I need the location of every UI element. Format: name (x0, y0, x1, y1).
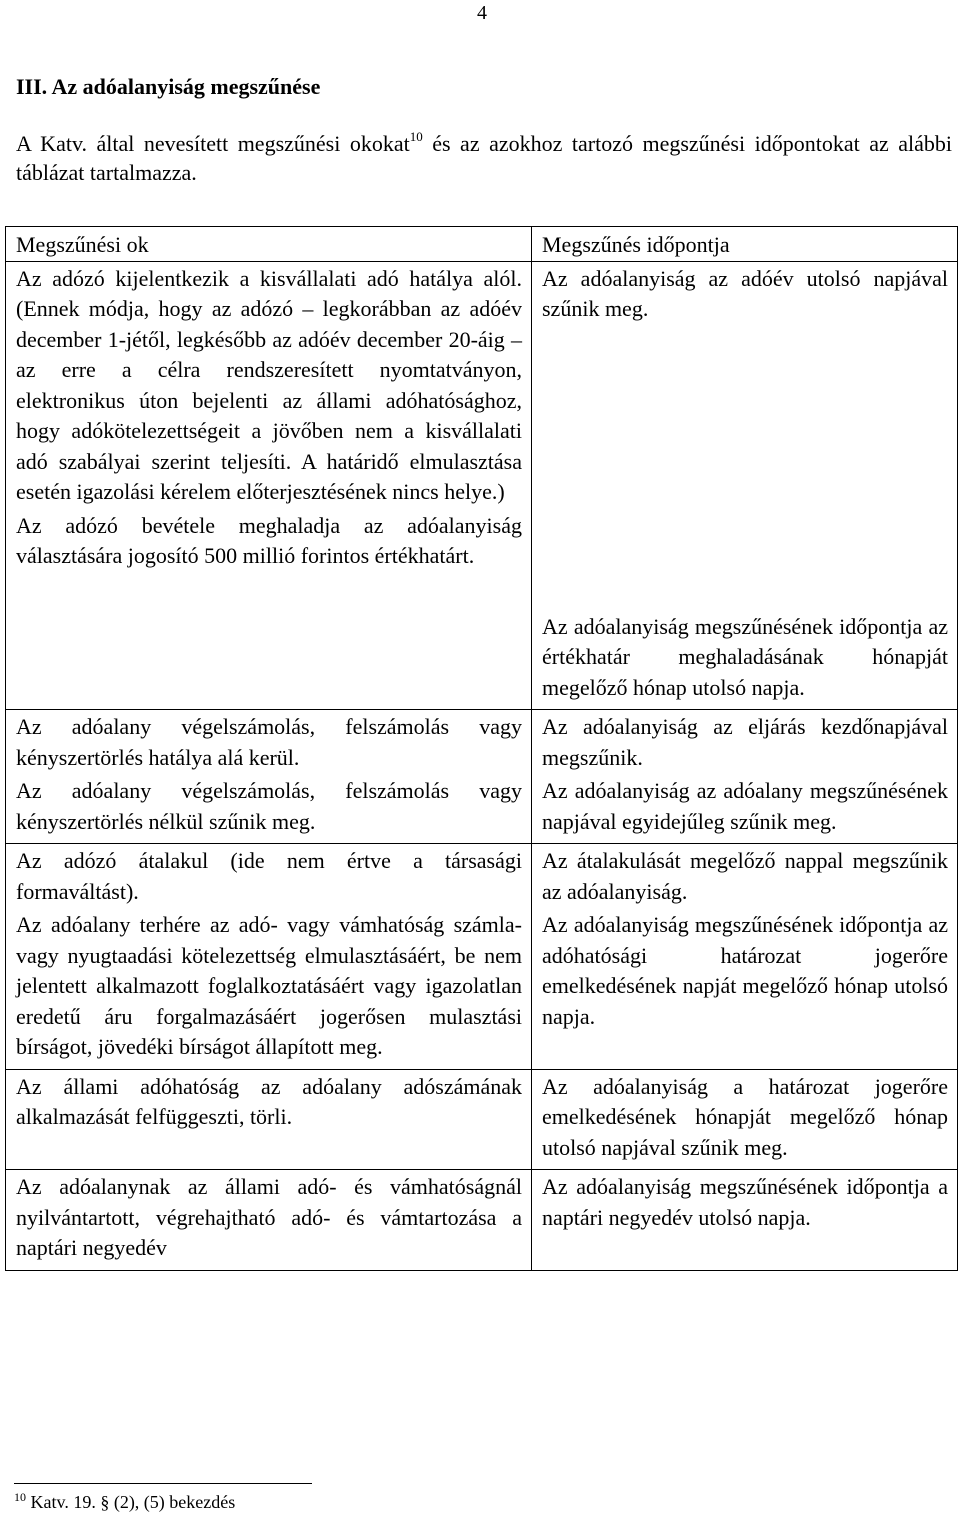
cause-text: Az adózó átalakul (ide nem értve a társasági formaváltást). (16, 848, 522, 904)
intro-text-before: A Katv. által nevesített megszűnési okokat (16, 131, 410, 156)
cause-text: Az állami adóhatóság az adóalany adószámának alkalmazását felfüggeszti, törli. (16, 1073, 522, 1129)
table-row (6, 1170, 958, 1271)
footnote-reference: 10 (409, 129, 423, 144)
cause-cell (6, 710, 532, 844)
termination-table (5, 226, 958, 1271)
cause-text: Az adóalanynak az állami adó- és vámhatóságnál nyilvántartott, végrehajtható adó- és vámtartozása a naptári negyedév (16, 1174, 522, 1260)
date-cell (532, 710, 958, 844)
section-title: III. Az adóalanyiság megszűnése (16, 74, 321, 99)
date-text: Az adóalanyiság megszűnésének időpontja a naptári negyedév utolsó napja. (542, 1174, 948, 1230)
footnote-number: 10 (14, 1490, 26, 1504)
page-number: 4 (477, 2, 487, 24)
date-text: Az átalakulását megelőző nappal megszűnik az adóalanyiság. (542, 848, 948, 904)
cause-text: Az adóalany végelszámolás, felszámolás vagy kényszertörlés nélkül szűnik meg. (16, 778, 522, 834)
cause-text: Az adózó bevétele meghaladja az adóalanyiság választására jogosító 500 millió forintos értékhatárt. (16, 512, 522, 568)
table-row (6, 710, 958, 844)
cause-text: Az adóalany terhére az adó- vagy vámhatóság számla- vagy nyugtaadási kötelezettség elmulasztásáért, be nem jelentett alkalmazott foglalkoztatásáért vagy igazolatlan eredetű áru forgalmazásáért jogerősen mulasztási bírságot, jövedéki bírságot állapított meg. (16, 912, 522, 1059)
table-row (6, 261, 958, 710)
date-cell (532, 844, 958, 1070)
intro-text-after: és az azokhoz tartozó megszűnési időpontokat az alábbi táblázat tartalmazza. (16, 131, 952, 185)
date-text: Az adóalanyiság megszűnésének időpontja az értékhatár meghaladásának hónapját megelőző hónap utolsó napja. (542, 613, 948, 700)
cause-cell (6, 261, 532, 710)
table-row (6, 844, 958, 1070)
table-row (6, 1069, 958, 1170)
date-cell (532, 1170, 958, 1271)
cause-cell (6, 1170, 532, 1271)
footnote-separator (14, 1483, 312, 1484)
date-text: Az adóalanyiság megszűnésének időpontja az adóhatósági határozat jogerőre emelkedésének napját megelőző hónap utolsó napja. (542, 912, 948, 1029)
date-cell (532, 1069, 958, 1170)
cause-cell (6, 844, 532, 1070)
cause-text: Az adózó kijelentkezik a kisvállalati adó hatálya alól. (Ennek módja, hogy az adózó – legkorábban az adóév december 1-jétől, legkésőbb az adóév december 20-áig – az erre a célra rendszeresített nyomtatványon, elektronikus úton bejelenti az állami adóhatósághoz, hogy adókötelezettségeit a jövőben nem a kisvállalati adó szabályai szerint teljesíti. A határidő elmulasztása esetén igazolási kérelem előterjesztésének nincs helye.) (16, 265, 522, 504)
date-text: Az adóalanyiság az adóév utolsó napjával szűnik meg. (542, 265, 948, 321)
header-date: Megszűnés időpontja (532, 227, 958, 262)
date-text: Az adóalanyiság az eljárás kezdőnapjával megszűnik. (542, 714, 948, 770)
date-text: Az adóalanyiság az adóalany megszűnésének napjával egyidejűleg szűnik meg. (542, 778, 948, 834)
intro-paragraph (16, 129, 952, 187)
header-cause: Megszűnési ok (6, 227, 532, 262)
footnote (14, 1492, 235, 1513)
date-text: Az adóalanyiság a határozat jogerőre emelkedésének hónapját megelőző hónap utolsó napjával szűnik meg. (542, 1073, 948, 1160)
cause-cell (6, 1069, 532, 1170)
cause-text: Az adóalany végelszámolás, felszámolás vagy kényszertörlés hatálya alá kerül. (16, 714, 522, 770)
date-cell (532, 261, 958, 710)
table-header-row (6, 227, 958, 262)
footnote-text: Katv. 19. § (2), (5) bekezdés (26, 1492, 236, 1512)
